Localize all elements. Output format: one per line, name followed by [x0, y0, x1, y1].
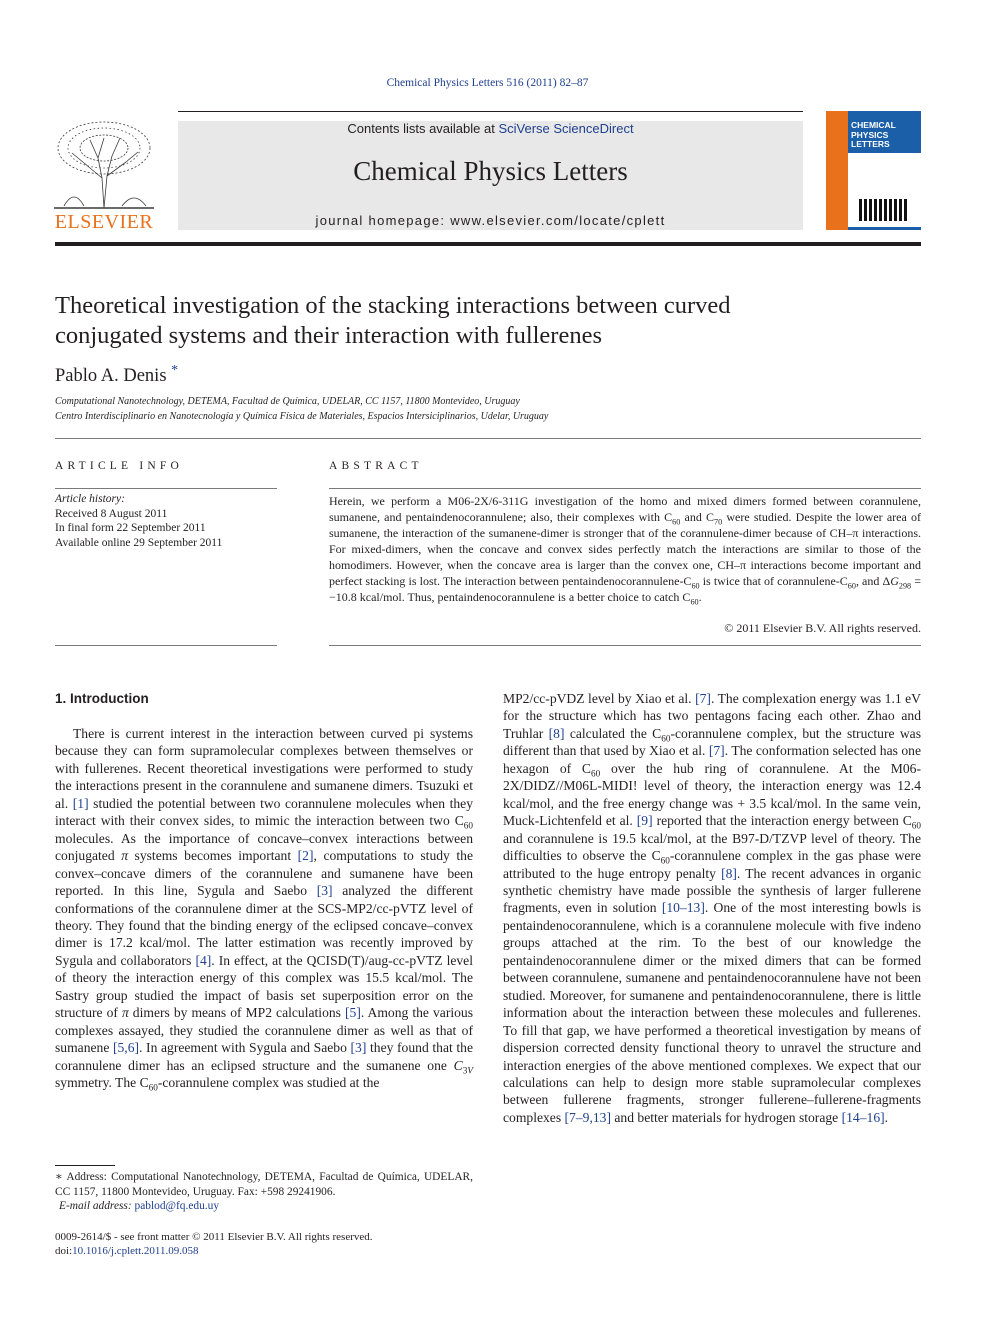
abstract-heading: ABSTRACT — [329, 460, 423, 472]
author: Pablo A. Denis — [55, 366, 167, 387]
title-divider — [55, 438, 921, 439]
abstract-top-rule — [329, 488, 921, 489]
history-online: Available online 29 September 2011 — [55, 536, 223, 549]
author-email-link[interactable]: pablod@fq.edu.uy — [134, 1200, 220, 1212]
issn-line: 0009-2614/$ - see front matter © 2011 Elsevier B.V. All rights reserved. — [55, 1231, 373, 1243]
introduction-right-column: MP2/cc-pVDZ level by Xiao et al. [7]. The complexation energy was 1.1 eV for the structure which has two pentagons facing each other. Zhao and Truhlar [8] calculated the $C_{60}$-corannulene complex, but the structure was different than that used by Xiao et al. [7]. The conformation selected has one hexagon of $C_{60}$ over the hub ring of corannulene. At the M06-2X/DIDZ//M06L-MIDI! level of theory, the interaction energy was 12.4 kcal/mol, and the free energy change was + 3.5 kcal/mol. In the same vein, Muck-Lichtenfeld et al. [9] reported that the interaction energy between $C_{60}$ and corannulene is 19.5 kcal/mol, at the B97-D/TZVP level of theory. The difficulties to observe the $C_{60}$-corannulene complex in the gas phase were attributed to the huge entropy penalty [8]. The recent advances in organic synthetic chemistry have made possible the synthesis of larger fullerene fragments, even in solution [10–13]. One of the most interesting bowls is pentaindenocorannulene, which is a corannulene molecule with five indeno groups attached at the rim. To the best of our knowledge the pentaindenocorannulene dimer or the mixed dimers that can be formed between corannulene, sumanene and pentaindenocorannulene have not been studied. Moreover, for sumanene and pentaindenocorannulene, there is little information about the interaction between these molecules and fullerenes. To fill that gap, we have performed a theoretical investigation by means of dispersion corrected density functional theory to unravel the structure and interaction energies of the above mentioned complexes. We expect that our calculations can help to design more stable supramolecular complexes between fullerene fragments, stronger fullerene–fullerene-fragments complexes [7–9,13] and better materials for hydrogen storage [14–16]. — [503, 691, 922, 1125]
elsevier-wordmark: ELSEVIER — [54, 211, 154, 233]
title-line-2: conjugated systems and their interaction with fullerenes — [55, 322, 603, 349]
article-history — [55, 492, 277, 550]
doi-link[interactable]: 10.1016/j.cplett.2011.09.058 — [72, 1245, 199, 1257]
footnote-address: ∗ Address: Computational Nanotechnology, DETEMA, Facultad de Química, UDELAR, CC 1157, 11800 Montevideo, Uruguay. Fax: +598 29241906. — [55, 1171, 473, 1198]
history-final-form: In final form 22 September 2011 — [55, 522, 206, 534]
abstract-text: Herein, we perform a M06-2X/6-311G investigation of the homo and mixed dimers formed between corannulene, sumanene, and pentaindenocorannulene; also, their complexes with $C_{60}$ and $C_{70}$ were studied. Despite the lower area of sumanene, the interaction of the sumanene-dimer is stronger that of the corannulene-dimer because of CH–π interactions. For mixed-dimers, when the concave and convex sides perfectly match the interactions are similar to those of the homodimers. However, when the concave area is larger than the convex one, CH–π interactions become important and perfect stacking is lost. The interaction between pentaindenocorannulene-$C_{60}$ is twice that of corannulene-$C_{60}$, and $\Delta G_{298} = -10.8$ kcal/mol. Thus, pentaindenocorannulene is a better choice to catch $C_{60}$. — [329, 494, 922, 607]
author-footnote-mark[interactable]: * — [171, 363, 179, 378]
contents-prefix: Contents lists available at — [347, 121, 499, 136]
journal-reference[interactable]: Chemical Physics Letters 516 (2011) 82–87 — [386, 77, 589, 89]
doi-prefix: doi: — [55, 1245, 73, 1257]
history-received: Received 8 August 2011 — [55, 507, 168, 520]
header-bottom-rule — [55, 242, 921, 246]
info-bottom-rule — [55, 645, 277, 646]
front-matter-note — [55, 1230, 485, 1258]
title-line-1: Theoretical investigation of the stacking interactions between curved — [55, 292, 731, 319]
author-name — [55, 363, 178, 387]
journal-title: Chemical Physics Letters — [353, 156, 628, 186]
affiliation-1: Computational Nanotechnology, DETEMA, Facultad de Química, UDELAR, CC 1157, 11800 Montevideo, Uruguay — [55, 396, 520, 407]
introduction-left-column: There is current interest in the interaction between curved pi systems because they can form supramolecular complexes between themselves or with fullerenes. Recent theoretical investigations were performed to study the interactions present in the corannulene and sumanene dimers. Tsuzuki et al. [1] studied the potential between two corannulene molecules when they interact with their convex sides, to mimic the interaction between two $C_{60}$ molecules. As the importance of concave–convex interactions between conjugated π systems becomes important [2], computations to study the convex–concave dimers of the corannulene and sumanene have been reported. In this line, Sygula and Saebo [3] analyzed the different conformations of the corannulene dimer at the SCS-MP2/cc-pVTZ level of theory. They found that the binding energy of the eclipsed concave–convex dimer is 17.2 kcal/mol. The latter estimation was recently improved by Sygula and collaborators [4]. In effect, at the QCISD(T)/aug-cc-pVTZ level of theory the interaction energy of this complex was 15.5 kcal/mol. The Sastry group studied the impact of basis set superposition error on the structure of π dimers by means of MP2 calculations [5]. Among the various complexes assayed, they studied the corannulene dimer as well as that of sumanene [5,6]. In agreement with Sygula and Saebo [3] they found that the corannulene dimer has an eclipsed structure and the sumanene one $C_{3V}$ symmetry. The $C_{60}$-corannulene complex was studied at the — [55, 726, 474, 1093]
sciencedirect-link[interactable]: SciVerse ScienceDirect — [498, 121, 634, 136]
article-title — [55, 291, 921, 351]
introduction-heading: 1. Introduction — [55, 691, 149, 706]
author-footnote — [55, 1170, 473, 1214]
abstract-copyright: © 2011 Elsevier B.V. All rights reserved. — [724, 621, 921, 635]
header-top-rule — [178, 111, 803, 112]
abstract-bottom-rule — [329, 645, 921, 646]
cover-title: CHEMICAL PHYSICS LETTERS — [851, 120, 896, 149]
info-top-rule — [55, 488, 277, 489]
affiliation-2: Centro Interdisciplinario en Nanotecnología y Química Física de Materiales, Espacios Intersiciplinarios, Udelar, Uruguay — [55, 411, 549, 422]
contents-line — [178, 121, 803, 136]
journal-homepage[interactable]: journal homepage: www.elsevier.com/locate/cplett — [315, 213, 666, 228]
email-label: E-mail address: — [59, 1200, 135, 1212]
footnote-rule — [55, 1165, 115, 1166]
article-info-heading: ARTICLE INFO — [55, 460, 183, 472]
history-label: Article history: — [55, 493, 125, 505]
